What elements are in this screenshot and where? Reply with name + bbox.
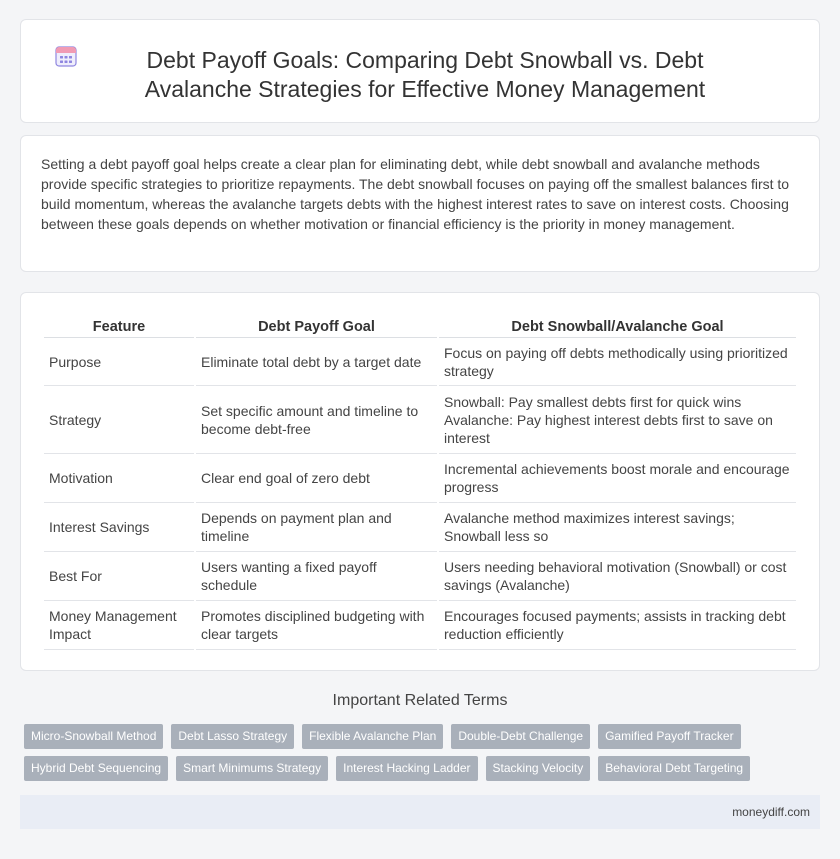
tag-behavioral-debt-targeting[interactable]: Behavioral Debt Targeting bbox=[598, 756, 750, 781]
tag-hybrid-debt-sequencing[interactable]: Hybrid Debt Sequencing bbox=[24, 756, 168, 781]
page-title: Debt Payoff Goals: Comparing Debt Snowball vs. Debt Avalanche Strategies for Effective Money Management bbox=[144, 47, 706, 102]
row-payoff: Eliminate total debt by a target date bbox=[196, 338, 437, 386]
row-payoff: Depends on payment plan and timeline bbox=[196, 503, 437, 552]
table-row bbox=[44, 454, 796, 503]
table-row bbox=[44, 338, 796, 386]
related-terms-tags bbox=[24, 724, 784, 788]
tag-row bbox=[24, 724, 784, 749]
row-snowball: Snowball: Pay smallest debts first for quick wins Avalanche: Pay highest interest debts first to save on interest bbox=[439, 386, 796, 454]
comparison-table-card bbox=[20, 292, 820, 671]
table-row bbox=[44, 601, 796, 650]
tag-gamified-payoff-tracker[interactable]: Gamified Payoff Tracker bbox=[598, 724, 741, 749]
header-debt-payoff-goal: Debt Payoff Goal bbox=[196, 316, 437, 338]
tag-row bbox=[24, 756, 784, 781]
intro-card bbox=[20, 135, 820, 272]
row-snowball: Incremental achievements boost morale and encourage progress bbox=[439, 454, 796, 503]
tag-interest-hacking-ladder[interactable]: Interest Hacking Ladder bbox=[336, 756, 477, 781]
row-feature: Interest Savings bbox=[44, 503, 194, 552]
row-feature: Best For bbox=[44, 552, 194, 601]
row-payoff: Set specific amount and timeline to become debt-free bbox=[196, 386, 437, 454]
tag-flexible-avalanche-plan[interactable]: Flexible Avalanche Plan bbox=[302, 724, 443, 749]
row-feature: Motivation bbox=[44, 454, 194, 503]
row-payoff: Promotes disciplined budgeting with clear targets bbox=[196, 601, 437, 650]
footer-site-link[interactable]: moneydiff.com bbox=[732, 805, 810, 819]
row-snowball: Encourages focused payments; assists in tracking debt reduction efficiently bbox=[439, 601, 796, 650]
tag-stacking-velocity[interactable]: Stacking Velocity bbox=[486, 756, 591, 781]
row-snowball: Avalanche method maximizes interest savings; Snowball less so bbox=[439, 503, 796, 552]
row-payoff: Users wanting a fixed payoff schedule bbox=[196, 552, 437, 601]
table-row bbox=[44, 386, 796, 454]
footer bbox=[20, 795, 820, 829]
tag-smart-minimums-strategy[interactable]: Smart Minimums Strategy bbox=[176, 756, 328, 781]
intro-paragraph: Setting a debt payoff goal helps create a clear plan for eliminating debt, while debt snowball and avalanche methods provide specific strategies to prioritize repayments. The debt snowball focuses on paying off the smallest balances first to build momentum, whereas the avalanche targets debts with the highest interest rates to save on interest costs. Choosing between these goals depends on whether motivation or financial efficiency is the priority in money management. bbox=[41, 156, 790, 232]
header-snowball-avalanche-goal: Debt Snowball/Avalanche Goal bbox=[439, 316, 796, 338]
header-feature: Feature bbox=[44, 316, 194, 338]
row-feature: Purpose bbox=[44, 338, 194, 386]
table-row bbox=[44, 503, 796, 552]
comparison-table bbox=[42, 316, 798, 650]
row-snowball: Focus on paying off debts methodically using prioritized strategy bbox=[439, 338, 796, 386]
row-feature: Money Management Impact bbox=[44, 601, 194, 650]
related-terms-title: Important Related Terms bbox=[332, 692, 508, 709]
row-feature: Strategy bbox=[44, 386, 194, 454]
tag-micro-snowball-method[interactable]: Micro-Snowball Method bbox=[24, 724, 163, 749]
row-payoff: Clear end goal of zero debt bbox=[196, 454, 437, 503]
tag-double-debt-challenge[interactable]: Double-Debt Challenge bbox=[451, 724, 590, 749]
tag-debt-lasso-strategy[interactable]: Debt Lasso Strategy bbox=[171, 724, 294, 749]
row-snowball: Users needing behavioral motivation (Snowball) or cost savings (Avalanche) bbox=[439, 552, 796, 601]
table-header-row bbox=[44, 316, 796, 338]
table-row bbox=[44, 552, 796, 601]
title-card bbox=[20, 19, 820, 123]
